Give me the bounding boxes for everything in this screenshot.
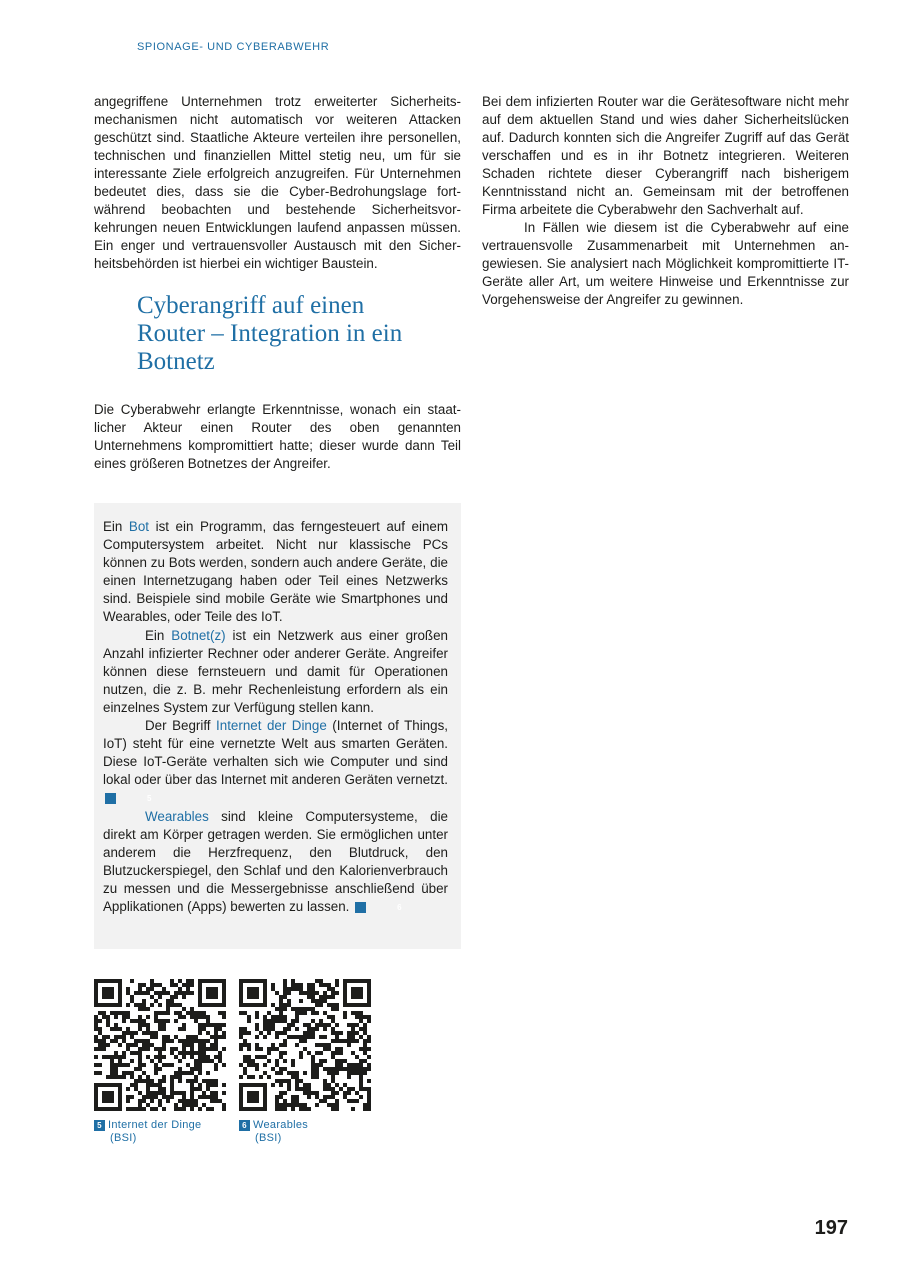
glossary-term: Bot [128,519,150,534]
entry-lead: Ein [145,627,172,643]
body-paragraph: angegriffene Unternehmen trotz erweiterter Sicherheitsmechanismen nicht automatisch vor weiteren Attacken geschützt sind. Staatliche Akteure verteilen ihre personellen, technischen und finanziellen Mittel stetig neu, um für sie interessante Ziele erfolgreich anzugreifen. Für Unternehmen bedeutet dies, dass sie die Cyber-Bedrohungslage fortwährend beobachten und bestehende Sicherheitsvorkehrungen neuen Entwicklungen laufend anpassen müssen. Ein enger und vertrauensvoller Austausch mit den Sicherheitsbehörden ist hierbei ein wichtiger Baustein. [94,94,461,271]
section-heading: Cyberangriff auf einen Router – Integration in ein Botnetz [137,292,403,375]
caption-source: (BSI) [255,1132,282,1144]
entry-text: (Internet of Things, IoT) steht für eine vernetzte Welt aus smarten Geräten. Diese IoT-Geräte verhalten sich wie Computer und sind lokal oder über das Internet mit anderen Geräten vernetzt. [103,718,448,788]
footnote-marker: 6 [239,1120,250,1131]
page-number: 197 [814,1217,848,1239]
body-paragraph: In Fällen wie diesem ist die Cyberabwehr auf eine vertrauensvolle Zusammenarbeit mit Unternehmen angewiesen. Sie analysiert nach Möglichkeit kompromittierte IT-Geräte aller Art, um weitere Hinweise und Erkenntnisse zur Vorgehensweise der Angreifer zu gewinnen. [482,220,849,307]
qr-pattern-graphic [94,979,226,1111]
entry-text: ist ein Netzwerk aus einer großen Anzahl infizierter Rechner oder anderer Geräte. Angreifer können diese fernsteuern und damit für Operationen nutzen, die z. B. mehr Rechenleistung erfordern als ein einzelnes System zur Verfügung stellen kann. [103,627,448,715]
qr-code-wearables[interactable] [239,979,371,1111]
entry-lead: Ein [103,519,129,534]
footnote-marker: 5 [105,793,116,804]
qr-caption-wearables [239,1119,379,1145]
footnote-marker: 6 [355,902,366,913]
intro-paragraph-wrapper [94,401,461,473]
running-head: SPIONAGE- UND CYBERABWEHR [137,41,330,53]
glossary-term: Wearables [145,808,209,824]
glossary-entry-bot [103,518,448,627]
right-column [482,93,849,309]
entry-text: ist ein Programm, das ferngesteuert auf einem Computersystem arbeitet. Nicht nur klassische PCs können zu Bots werden, sondern auch andere Geräte, die einen Internetzugang haben oder Teil eines Netzwerks sind. Beispiele sind mobile Geräte wie Smartphones und Wearables, oder Teile des IoT. [103,519,449,625]
caption-title: Internet der Dinge [108,1119,202,1131]
entry-text: sind kleine Computersysteme, die direkt am Körper getragen werden. Sie ermöglichen unter anderem die Herzfrequenz, den Blutdruck, den Blutzuckerspiegel, den Schlaf und den Kalorienverbrauch zu messen und die Messergebnisse anschließend über Applikationen (Apps) bewerten zu lassen. [103,808,448,914]
left-column [94,93,461,273]
body-paragraph: Bei dem infizierten Router war die Gerätesoftware nicht mehr auf dem aktuellen Stand und wies daher Sicherheitslücken auf. Dadurch konnten sich die Angreifer Zugriff auf das Gerät verschaffen und es in ihr Botnetz integrieren. Weiteren Schaden richtete dieser Cyberangriff nach bisherigem Kenntnisstand nicht an. Gemeinsam mit der betroffenen Firma arbeitete die Cyberabwehr den Sachverhalt auf. [482,94,849,217]
glossary-infobox [94,503,461,949]
glossary-entry-wearables [103,808,448,917]
glossary-entry-botnet [103,627,448,717]
qr-caption-internet-der-dinge [94,1119,234,1145]
caption-source: (BSI) [110,1132,137,1144]
glossary-entry-iot [103,717,448,807]
caption-title: Wearables [253,1119,309,1131]
glossary-term: Botnet(z) [171,627,226,643]
qr-code-internet-der-dinge[interactable] [94,979,226,1111]
footnote-marker: 5 [94,1120,105,1131]
qr-pattern-graphic [239,979,371,1111]
intro-paragraph: Die Cyberabwehr erlangte Erkenntnisse, wonach ein staatlicher Akteur einen Router des oben genannten Unternehmens kompromittiert hatte; dieser wurde dann Teil eines größeren Botnetzes der Angreifer. [94,402,461,471]
entry-lead: Der Begriff [145,718,217,734]
glossary-term: Internet der Dinge [216,718,327,734]
